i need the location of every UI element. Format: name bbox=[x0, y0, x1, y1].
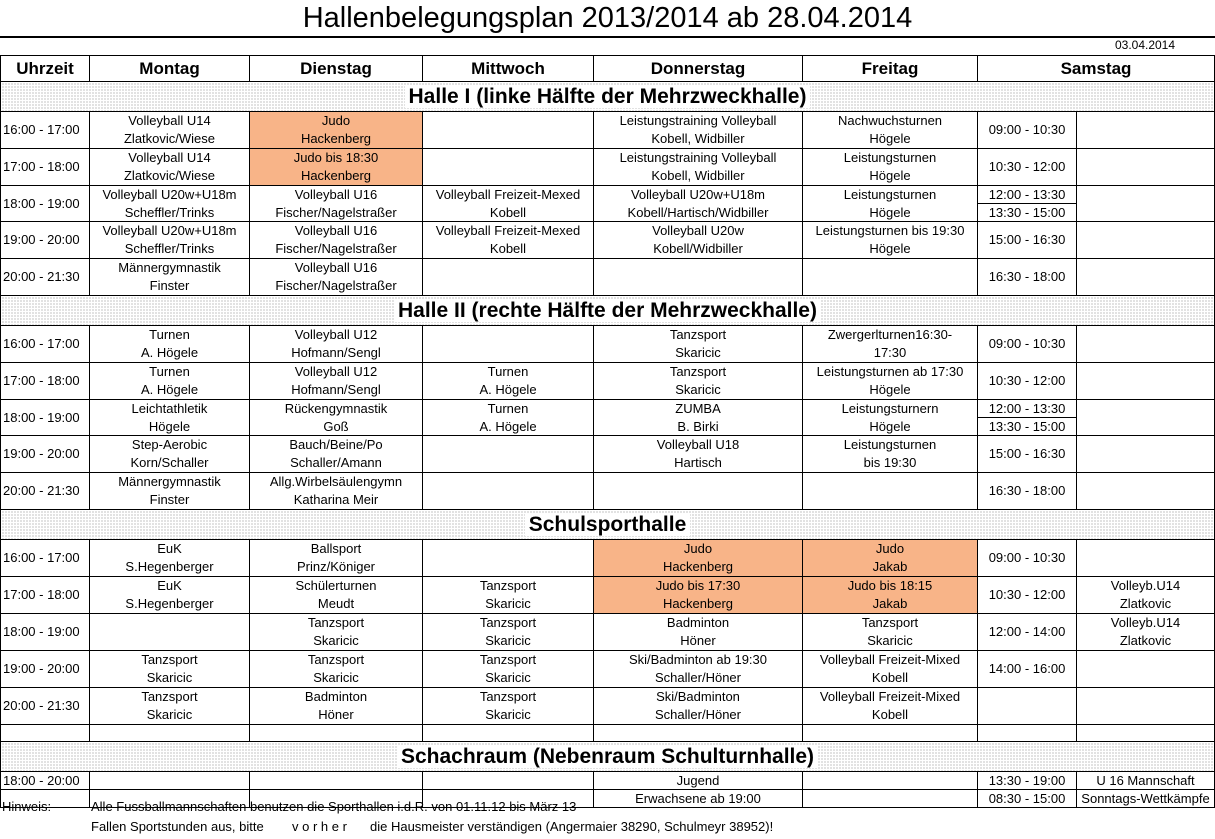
saturday-time: 10:30 - 12:00 bbox=[978, 363, 1077, 400]
slot-cell: Volleyball U20w+U18m bbox=[594, 186, 803, 204]
slot-cell: EuK S.Hegenberger bbox=[90, 577, 250, 614]
slot-cell: Volleyball U12 Hofmann/Sengl bbox=[250, 326, 423, 363]
slot-cell-judo: Judo Jakab bbox=[803, 540, 978, 577]
table-row bbox=[1, 149, 1215, 186]
time-cell: 18:00 - 20:00 bbox=[1, 772, 90, 790]
table-row bbox=[1, 651, 1215, 688]
slot-cell bbox=[1077, 418, 1215, 436]
slot-cell: EuK S.Hegenberger bbox=[90, 540, 250, 577]
slot-cell bbox=[423, 149, 594, 186]
header-samstag: Samstag bbox=[978, 56, 1215, 82]
saturday-time: 12:00 - 14:00 bbox=[978, 614, 1077, 651]
table-row bbox=[1, 363, 1215, 400]
slot-cell: Volleyball Freizeit-Mexed Kobell bbox=[423, 222, 594, 259]
slot-cell bbox=[423, 436, 594, 473]
slot-cell bbox=[803, 259, 978, 296]
slot-cell: Männergymnastik Finster bbox=[90, 473, 250, 510]
slot-cell bbox=[594, 259, 803, 296]
slot-cell bbox=[1077, 326, 1215, 363]
print-date: 03.04.2014 bbox=[1114, 38, 1176, 52]
page-title: Hallenbelegungsplan 2013/2014 ab 28.04.2014 bbox=[0, 0, 1215, 38]
saturday-time: 09:00 - 10:30 bbox=[978, 112, 1077, 149]
slot-cell bbox=[1077, 688, 1215, 725]
table-row bbox=[1, 688, 1215, 725]
saturday-time: 08:30 - 15:00 bbox=[978, 790, 1077, 808]
slot-cell: Leistungstraining Volleyball Kobell, Widbiller bbox=[594, 112, 803, 149]
slot-cell: Männergymnastik Finster bbox=[90, 259, 250, 296]
table-row bbox=[1, 186, 1215, 204]
slot-cell: Tanzsport Skaricic bbox=[250, 614, 423, 651]
slot-cell bbox=[1077, 473, 1215, 510]
saturday-time: 14:00 - 16:00 bbox=[978, 651, 1077, 688]
slot-cell: Kobell/Hartisch/Widbiller bbox=[594, 204, 803, 222]
table-row bbox=[1, 725, 1215, 742]
slot-cell: Högele bbox=[803, 204, 978, 222]
table-row bbox=[1, 614, 1215, 651]
table-row bbox=[1, 222, 1215, 259]
slot-cell: Turnen bbox=[423, 400, 594, 418]
slot-cell: Volleyball U18 Hartisch bbox=[594, 436, 803, 473]
header-uhrzeit: Uhrzeit bbox=[1, 56, 90, 82]
slot-cell: Leistungsturnen bbox=[803, 186, 978, 204]
note-line-2b: v o r h e r bbox=[292, 819, 347, 834]
slot-cell: Leistungstraining Volleyball Kobell, Widbiller bbox=[594, 149, 803, 186]
slot-cell: Turnen A. Högele bbox=[90, 363, 250, 400]
slot-cell bbox=[1077, 149, 1215, 186]
table-row bbox=[1, 436, 1215, 473]
slot-cell: Ski/Badminton Schaller/Höner bbox=[594, 688, 803, 725]
slot-cell: Kobell bbox=[423, 204, 594, 222]
slot-cell: Volleyball U20w+U18m bbox=[90, 186, 250, 204]
note-line-2a: Fallen Sportstunden aus, bitte bbox=[91, 819, 264, 834]
slot-cell: Volleyball Freizeit-Mexed bbox=[423, 186, 594, 204]
slot-cell: Schülerturnen Meudt bbox=[250, 577, 423, 614]
slot-cell: ZUMBA bbox=[594, 400, 803, 418]
time-cell: 20:00 - 21:30 bbox=[1, 688, 90, 725]
saturday-time: 09:00 - 10:30 bbox=[978, 540, 1077, 577]
section-title-schachraum: Schachraum (Nebenraum Schulturnhalle) bbox=[397, 745, 818, 768]
time-cell: 18:00 - 19:00 bbox=[1, 614, 90, 651]
slot-cell bbox=[1077, 259, 1215, 296]
slot-cell bbox=[423, 540, 594, 577]
saturday-time: 13:30 - 19:00 bbox=[978, 772, 1077, 790]
slot-cell: Högele bbox=[803, 418, 978, 436]
slot-cell: Volleyball U12 Hofmann/Sengl bbox=[250, 363, 423, 400]
saturday-time: 13:30 - 15:00 bbox=[978, 204, 1077, 222]
slot-cell-judo: Judo bis 17:30 Hackenberg bbox=[594, 577, 803, 614]
slot-cell: Högele bbox=[90, 418, 250, 436]
slot-cell: Nachwuchsturnen Högele bbox=[803, 112, 978, 149]
slot-cell: Badminton Höner bbox=[250, 688, 423, 725]
saturday-time bbox=[978, 688, 1077, 725]
slot-cell: Jugend bbox=[594, 772, 803, 790]
table-row bbox=[1, 473, 1215, 510]
slot-cell: Tanzsport Skaricic bbox=[423, 614, 594, 651]
schedule-table bbox=[0, 55, 1215, 808]
slot-cell: Leistungsturnen Högele bbox=[803, 149, 978, 186]
note-line-2c: die Hausmeister verständigen (Angermaier 38290, Schulmeyr 38952)! bbox=[370, 819, 774, 834]
slot-cell: B. Birki bbox=[594, 418, 803, 436]
saturday-time: 13:30 - 15:00 bbox=[978, 418, 1077, 436]
slot-cell: Turnen A. Högele bbox=[90, 326, 250, 363]
section-title-halle-2: Halle II (rechte Hälfte der Mehrzweckhalle) bbox=[394, 299, 821, 322]
slot-cell: Volleyball U16 bbox=[250, 186, 423, 204]
saturday-time: 15:00 - 16:30 bbox=[978, 436, 1077, 473]
time-cell: 19:00 - 20:00 bbox=[1, 222, 90, 259]
slot-cell: Tanzsport Skaricic bbox=[250, 651, 423, 688]
slot-cell: Volleyball U16 Fischer/Nagelstraßer bbox=[250, 222, 423, 259]
slot-cell: Goß bbox=[250, 418, 423, 436]
time-cell: 16:00 - 17:00 bbox=[1, 540, 90, 577]
header-mittwoch: Mittwoch bbox=[423, 56, 594, 82]
slot-cell: Step-Aerobic Korn/Schaller bbox=[90, 436, 250, 473]
slot-cell: Leichtathletik bbox=[90, 400, 250, 418]
time-cell: 18:00 - 19:00 bbox=[1, 186, 90, 222]
slot-cell: Volleyball U20w Kobell/Widbiller bbox=[594, 222, 803, 259]
slot-cell: Volleyball U14 Zlatkovic/Wiese bbox=[90, 112, 250, 149]
slot-cell: Rückengymnastik bbox=[250, 400, 423, 418]
slot-cell: Tanzsport Skaricic bbox=[423, 577, 594, 614]
table-row bbox=[1, 418, 1215, 436]
slot-cell: Volleyball U14 Zlatkovic/Wiese bbox=[90, 149, 250, 186]
slot-cell: A. Högele bbox=[423, 418, 594, 436]
slot-cell: Fischer/Nagelstraßer bbox=[250, 204, 423, 222]
slot-cell bbox=[423, 259, 594, 296]
slot-cell bbox=[90, 614, 250, 651]
saturday-time: 10:30 - 12:00 bbox=[978, 577, 1077, 614]
section-row bbox=[1, 510, 1215, 540]
slot-cell bbox=[1077, 540, 1215, 577]
saturday-time: 15:00 - 16:30 bbox=[978, 222, 1077, 259]
time-cell: 19:00 - 20:00 bbox=[1, 651, 90, 688]
time-cell: 20:00 - 21:30 bbox=[1, 473, 90, 510]
slot-cell bbox=[423, 473, 594, 510]
slot-cell: Volleyball Freizeit-Mixed Kobell bbox=[803, 688, 978, 725]
slot-cell: Badminton Höner bbox=[594, 614, 803, 651]
time-cell: 16:00 - 17:00 bbox=[1, 326, 90, 363]
table-row bbox=[1, 577, 1215, 614]
time-cell: 18:00 - 19:00 bbox=[1, 400, 90, 436]
saturday-time: 16:30 - 18:00 bbox=[978, 473, 1077, 510]
section-title-halle-1: Halle I (linke Hälfte der Mehrzweckhalle) bbox=[405, 85, 811, 108]
slot-cell bbox=[1077, 651, 1215, 688]
header-freitag: Freitag bbox=[803, 56, 978, 82]
table-row bbox=[1, 772, 1215, 790]
slot-cell: Erwachsene ab 19:00 bbox=[594, 790, 803, 808]
saturday-time: 12:00 - 13:30 bbox=[978, 400, 1077, 418]
saturday-time: 09:00 - 10:30 bbox=[978, 326, 1077, 363]
slot-cell: Volleyb.U14 Zlatkovic bbox=[1077, 614, 1215, 651]
slot-cell: Ski/Badminton ab 19:30 Schaller/Höner bbox=[594, 651, 803, 688]
slot-cell bbox=[594, 473, 803, 510]
slot-cell bbox=[1077, 222, 1215, 259]
slot-cell bbox=[90, 772, 250, 790]
section-row bbox=[1, 296, 1215, 326]
table-row bbox=[1, 326, 1215, 363]
slot-cell: Tanzsport Skaricic bbox=[423, 651, 594, 688]
table-row bbox=[1, 400, 1215, 418]
slot-cell: Zwergerlturnen16:30- 17:30 bbox=[803, 326, 978, 363]
header-montag: Montag bbox=[90, 56, 250, 82]
slot-cell: Scheffler/Trinks bbox=[90, 204, 250, 222]
slot-cell-judo: Judo bis 18:30 Hackenberg bbox=[250, 149, 423, 186]
slot-cell: Tanzsport Skaricic bbox=[90, 651, 250, 688]
notes-label: Hinweis: bbox=[2, 799, 52, 814]
note-line-1: Alle Fussballmannschaften benutzen die Sporthallen i.d.R. von 01.11.12 bis März 13 bbox=[91, 799, 577, 814]
table-row bbox=[1, 204, 1215, 222]
header-donnerstag: Donnerstag bbox=[594, 56, 803, 82]
saturday-time: 10:30 - 12:00 bbox=[978, 149, 1077, 186]
slot-cell bbox=[423, 772, 594, 790]
slot-cell bbox=[803, 473, 978, 510]
saturday-time: 12:00 - 13:30 bbox=[978, 186, 1077, 204]
slot-cell: Ballsport Prinz/Königer bbox=[250, 540, 423, 577]
slot-cell-judo: Judo bis 18:15 Jakab bbox=[803, 577, 978, 614]
section-row bbox=[1, 82, 1215, 112]
slot-cell bbox=[423, 326, 594, 363]
notes bbox=[0, 797, 1215, 837]
slot-cell: Leistungsturnern bbox=[803, 400, 978, 418]
slot-cell-judo: Judo Hackenberg bbox=[594, 540, 803, 577]
slot-cell bbox=[1077, 112, 1215, 149]
slot-cell: Tanzsport Skaricic bbox=[594, 363, 803, 400]
slot-cell: Leistungsturnen ab 17:30 Högele bbox=[803, 363, 978, 400]
slot-cell-judo: Judo Hackenberg bbox=[250, 112, 423, 149]
table-row bbox=[1, 540, 1215, 577]
time-cell: 20:00 - 21:30 bbox=[1, 259, 90, 296]
time-cell: 16:00 - 17:00 bbox=[1, 112, 90, 149]
slot-cell: Tanzsport Skaricic bbox=[423, 688, 594, 725]
slot-cell: Turnen A. Högele bbox=[423, 363, 594, 400]
slot-cell: Allg.Wirbelsäulengymn Katharina Meir bbox=[250, 473, 423, 510]
slot-cell: Sonntags-Wettkämpfe bbox=[1077, 790, 1215, 808]
time-cell: 17:00 - 18:00 bbox=[1, 577, 90, 614]
slot-cell: Leistungsturnen bis 19:30 bbox=[803, 436, 978, 473]
time-cell: 19:00 - 20:00 bbox=[1, 436, 90, 473]
table-row bbox=[1, 112, 1215, 149]
table-row bbox=[1, 259, 1215, 296]
slot-cell: Volleyb.U14 Zlatkovic bbox=[1077, 577, 1215, 614]
slot-cell bbox=[1077, 186, 1215, 204]
slot-cell: Volleyball U16 Fischer/Nagelstraßer bbox=[250, 259, 423, 296]
slot-cell bbox=[1077, 436, 1215, 473]
slot-cell bbox=[1077, 400, 1215, 418]
slot-cell bbox=[423, 112, 594, 149]
time-cell: 17:00 - 18:00 bbox=[1, 149, 90, 186]
saturday-time: 16:30 - 18:00 bbox=[978, 259, 1077, 296]
slot-cell: Tanzsport Skaricic bbox=[90, 688, 250, 725]
slot-cell: U 16 Mannschaft bbox=[1077, 772, 1215, 790]
slot-cell: Leistungsturnen bis 19:30 Högele bbox=[803, 222, 978, 259]
header-row bbox=[1, 56, 1215, 82]
time-cell: 17:00 - 18:00 bbox=[1, 363, 90, 400]
slot-cell bbox=[1077, 204, 1215, 222]
slot-cell: Bauch/Beine/Po Schaller/Amann bbox=[250, 436, 423, 473]
slot-cell bbox=[250, 772, 423, 790]
slot-cell bbox=[1077, 363, 1215, 400]
section-title-schulsporthalle: Schulsporthalle bbox=[525, 513, 691, 536]
section-row bbox=[1, 742, 1215, 772]
slot-cell: Volleyball Freizeit-Mixed Kobell bbox=[803, 651, 978, 688]
header-dienstag: Dienstag bbox=[250, 56, 423, 82]
slot-cell: Volleyball U20w+U18m Scheffler/Trinks bbox=[90, 222, 250, 259]
slot-cell bbox=[803, 772, 978, 790]
slot-cell: Tanzsport Skaricic bbox=[594, 326, 803, 363]
slot-cell: Tanzsport Skaricic bbox=[803, 614, 978, 651]
